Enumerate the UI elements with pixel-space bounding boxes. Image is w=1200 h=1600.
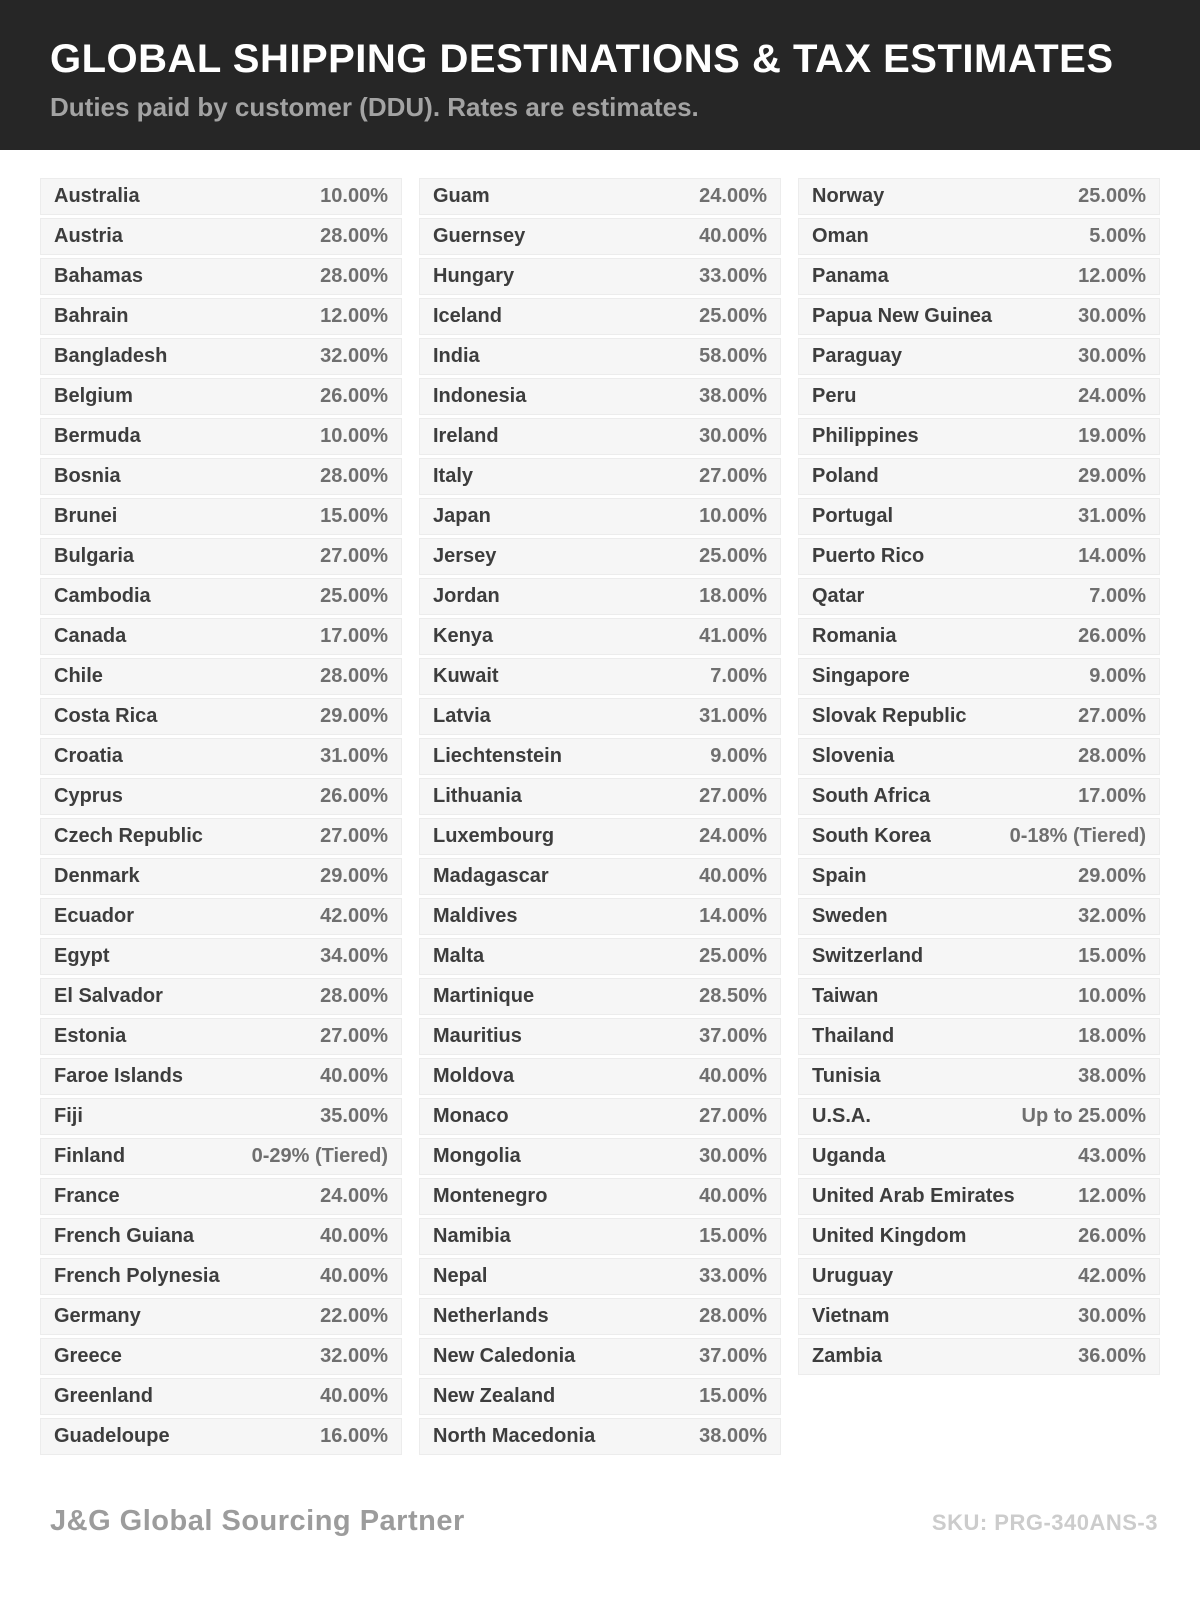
country-name: Greece [54,1345,122,1367]
country-name: Paraguay [812,345,903,367]
country-name: Uganda [812,1145,886,1167]
table-row [40,418,402,455]
table-row [40,378,402,415]
country-name: Slovak Republic [812,705,967,727]
tax-rate: 30.00% [1078,1305,1146,1327]
tax-rate: 26.00% [320,385,388,407]
country-name: Cyprus [54,785,123,807]
country-name: Kenya [433,625,494,647]
table-row [40,1058,402,1095]
country-name: Belgium [54,385,133,407]
country-name: Bosnia [54,465,121,487]
tax-rate: 40.00% [699,1185,767,1207]
tax-rate: 27.00% [1078,705,1146,727]
table-row [419,498,781,535]
country-name: Finland [54,1145,126,1167]
country-name: Faroe Islands [54,1065,183,1087]
table-row [798,1018,1160,1055]
table-row [40,258,402,295]
tax-rate: 28.00% [699,1305,767,1327]
country-name: Italy [433,465,474,487]
tax-rate: 40.00% [320,1225,388,1247]
table-row [798,1058,1160,1095]
country-name: Australia [54,185,140,207]
country-name: South Korea [812,825,931,847]
tax-rate: 14.00% [699,905,767,927]
tax-rate: 10.00% [1078,985,1146,1007]
country-name: Guadeloupe [54,1425,170,1447]
brand-name: J&G Global Sourcing Partner [50,1505,465,1537]
table-row [419,698,781,735]
table-row [40,298,402,335]
tax-rate: 33.00% [699,1265,767,1287]
tax-rate: 26.00% [1078,625,1146,647]
sku-label: SKU: PRG-340ANS-3 [931,1510,1158,1535]
table-row [40,1098,402,1135]
country-name: Thailand [812,1025,895,1047]
table-row [419,378,781,415]
table-row [40,938,402,975]
country-name: Bahamas [54,265,143,287]
table-row [798,898,1160,935]
tax-rate: 22.00% [320,1305,388,1327]
tax-rate: 40.00% [699,1065,767,1087]
table-row [419,418,781,455]
table-row [40,778,402,815]
table-row [40,338,402,375]
country-name: Kuwait [433,665,499,687]
country-name: North Macedonia [433,1425,596,1447]
tax-rate: 15.00% [699,1225,767,1247]
tax-rate: 12.00% [320,305,388,327]
country-name: Latvia [433,705,491,727]
tax-rate: 15.00% [1078,945,1146,967]
country-name: Romania [812,625,897,647]
country-name: Maldives [433,905,518,927]
tax-rate: 26.00% [1078,1225,1146,1247]
table-row [798,1178,1160,1215]
table-row [798,1298,1160,1335]
tax-rate: 10.00% [320,185,388,207]
table-row [419,1218,781,1255]
table-row [798,378,1160,415]
country-name: Ecuador [54,905,135,927]
tax-rate: Up to 25.00% [1021,1105,1146,1127]
country-name: French Guiana [54,1225,195,1247]
tax-rate: 29.00% [1078,865,1146,887]
table-row [40,1378,402,1415]
page-subtitle: Duties paid by customer (DDU). Rates are estimates. [50,92,699,122]
table-row [40,1218,402,1255]
country-name: Guernsey [433,225,526,247]
country-name: Croatia [54,745,123,767]
table-row [798,698,1160,735]
page-header [0,0,1200,150]
tax-rate: 14.00% [1078,545,1146,567]
tax-rate: 27.00% [699,1105,767,1127]
tax-rate: 27.00% [699,465,767,487]
country-name: Chile [54,665,103,687]
country-name: Lithuania [433,785,522,807]
country-name: Zambia [812,1345,883,1367]
tax-rate: 24.00% [699,185,767,207]
tax-rate: 25.00% [699,545,767,567]
tax-rate: 31.00% [699,705,767,727]
table-row [419,1258,781,1295]
country-name: Martinique [433,985,535,1007]
country-name: Iceland [433,305,502,327]
tax-rate: 28.00% [1078,745,1146,767]
tax-rate: 19.00% [1078,425,1146,447]
country-name: Luxembourg [433,825,555,847]
table-row [798,258,1160,295]
country-name: Tunisia [812,1065,881,1087]
country-name: Madagascar [433,865,549,887]
tax-rate: 31.00% [320,745,388,767]
tax-rate: 28.00% [320,665,388,687]
country-name: South Africa [812,785,931,807]
table-row [419,1138,781,1175]
tax-rate: 40.00% [699,865,767,887]
tax-rate: 24.00% [1078,385,1146,407]
tax-rate: 16.00% [320,1425,388,1447]
tax-rate: 18.00% [699,585,767,607]
country-name: Bahrain [54,305,129,327]
country-name: Sweden [812,905,888,927]
page-title: GLOBAL SHIPPING DESTINATIONS & TAX ESTIMATES [50,37,1114,81]
tax-rate: 28.50% [699,985,767,1007]
table-row [40,458,402,495]
tax-rate: 27.00% [699,785,767,807]
country-name: Vietnam [812,1305,890,1327]
tax-rate: 36.00% [1078,1345,1146,1367]
tax-rate: 30.00% [1078,305,1146,327]
country-name: Switzerland [812,945,924,967]
country-name: Namibia [433,1225,511,1247]
table-row [798,978,1160,1015]
tax-rate: 28.00% [320,465,388,487]
tax-rate: 10.00% [320,425,388,447]
rates-column-2 [419,178,781,1458]
rates-table [40,178,1160,1458]
country-name: Singapore [812,665,910,687]
country-name: Poland [812,465,879,487]
table-row [798,178,1160,215]
tax-rate: 0-18% (Tiered) [1009,825,1146,847]
tax-rate: 37.00% [699,1025,767,1047]
tax-rate: 15.00% [699,1385,767,1407]
table-row [419,578,781,615]
tax-rate: 25.00% [699,945,767,967]
country-name: United Kingdom [812,1225,967,1247]
country-name: Indonesia [433,385,527,407]
tax-rate: 10.00% [699,505,767,527]
tax-rate: 42.00% [320,905,388,927]
country-name: Puerto Rico [812,545,925,567]
country-name: Ireland [433,425,499,447]
tax-rate: 29.00% [320,865,388,887]
table-row [419,218,781,255]
country-name: French Polynesia [54,1265,220,1287]
tax-rate: 24.00% [699,825,767,847]
table-row [798,1258,1160,1295]
page-footer [50,1505,1158,1538]
table-row [798,298,1160,335]
table-row [40,818,402,855]
table-row [798,818,1160,855]
tax-rate: 43.00% [1078,1145,1146,1167]
country-name: Bulgaria [54,545,135,567]
country-name: Cambodia [54,585,151,607]
table-row [40,658,402,695]
tax-rate: 25.00% [699,305,767,327]
tax-rate: 26.00% [320,785,388,807]
country-name: Papua New Guinea [812,305,993,327]
country-name: Bangladesh [54,345,168,367]
tax-rate: 7.00% [1089,585,1146,607]
table-row [419,858,781,895]
table-row [419,1298,781,1335]
rates-column-3 [798,178,1160,1458]
country-name: New Caledonia [433,1345,576,1367]
table-row [40,1298,402,1335]
tax-rate: 9.00% [1089,665,1146,687]
country-name: Japan [433,505,491,527]
table-row [40,858,402,895]
country-name: Jordan [433,585,500,607]
table-row [798,418,1160,455]
tax-rate: 5.00% [1089,225,1146,247]
tax-rate: 28.00% [320,225,388,247]
country-name: Panama [812,265,889,287]
tax-rate: 27.00% [320,825,388,847]
tax-rate: 15.00% [320,505,388,527]
tax-rate: 38.00% [1078,1065,1146,1087]
tax-rate: 18.00% [1078,1025,1146,1047]
table-row [798,738,1160,775]
tax-rate: 33.00% [699,265,767,287]
country-name: India [433,345,480,367]
table-row [419,738,781,775]
table-row [798,1338,1160,1375]
table-row [798,498,1160,535]
table-row [419,898,781,935]
tax-rate: 17.00% [320,625,388,647]
country-name: Taiwan [812,985,879,1007]
tax-rate: 35.00% [320,1105,388,1127]
country-name: Portugal [812,505,894,527]
table-row [419,1418,781,1455]
tax-rate: 31.00% [1078,505,1146,527]
table-row [40,498,402,535]
country-name: France [54,1185,120,1207]
country-name: U.S.A. [812,1105,871,1127]
tax-rate: 25.00% [320,585,388,607]
country-name: Nepal [433,1265,488,1287]
rates-column-1 [40,178,402,1458]
table-row [40,1258,402,1295]
table-row [40,978,402,1015]
tax-rate: 34.00% [320,945,388,967]
table-row [40,1178,402,1215]
country-name: Jersey [433,545,497,567]
tax-rate: 0-29% (Tiered) [251,1145,388,1167]
table-row [40,1338,402,1375]
tax-rate: 40.00% [320,1065,388,1087]
country-name: Philippines [812,425,919,447]
table-row [798,1138,1160,1175]
country-name: Liechtenstein [433,745,562,767]
tax-rate: 30.00% [699,425,767,447]
country-name: Canada [54,625,127,647]
table-row [40,618,402,655]
table-row [419,1338,781,1375]
table-row [419,1178,781,1215]
tax-rate: 27.00% [320,1025,388,1047]
table-row [419,538,781,575]
tax-rate: 30.00% [1078,345,1146,367]
tax-rate: 32.00% [320,345,388,367]
country-name: Mauritius [433,1025,522,1047]
table-row [419,978,781,1015]
country-name: Egypt [54,945,110,967]
country-name: Slovenia [812,745,895,767]
tax-rate: 40.00% [320,1385,388,1407]
tax-rate: 28.00% [320,265,388,287]
table-row [798,618,1160,655]
table-row [40,898,402,935]
country-name: Fiji [54,1105,83,1127]
table-row [40,738,402,775]
table-row [40,698,402,735]
country-name: Qatar [812,585,865,607]
table-row [419,258,781,295]
country-name: Monaco [433,1105,509,1127]
tax-rate: 41.00% [699,625,767,647]
table-row [798,1098,1160,1135]
tax-rate: 30.00% [699,1145,767,1167]
table-row [798,658,1160,695]
table-row [419,178,781,215]
country-name: Czech Republic [54,825,203,847]
country-name: Netherlands [433,1305,549,1327]
tax-rate: 24.00% [320,1185,388,1207]
tax-rate: 32.00% [320,1345,388,1367]
table-row [419,1378,781,1415]
country-name: Uruguay [812,1265,894,1287]
tax-rate: 40.00% [320,1265,388,1287]
country-name: Estonia [54,1025,127,1047]
table-row [798,578,1160,615]
table-row [798,458,1160,495]
tax-rate: 42.00% [1078,1265,1146,1287]
tax-rate: 7.00% [710,665,767,687]
tax-rate: 12.00% [1078,1185,1146,1207]
table-row [419,1018,781,1055]
tax-rate: 29.00% [1078,465,1146,487]
table-row [419,778,781,815]
tax-rate: 25.00% [1078,185,1146,207]
table-row [798,938,1160,975]
table-row [419,1098,781,1135]
tax-rate: 12.00% [1078,265,1146,287]
table-row [798,338,1160,375]
table-row [419,818,781,855]
country-name: Montenegro [433,1185,548,1207]
country-name: Moldova [433,1065,515,1087]
country-name: Mongolia [433,1145,521,1167]
table-row [419,298,781,335]
country-name: Denmark [54,865,140,887]
tax-rate: 17.00% [1078,785,1146,807]
country-name: El Salvador [54,985,163,1007]
table-row [798,1218,1160,1255]
table-row [419,618,781,655]
country-name: Malta [433,945,485,967]
table-row [798,858,1160,895]
table-row [40,578,402,615]
tax-rate: 38.00% [699,1425,767,1447]
table-row [40,1018,402,1055]
country-name: Germany [54,1305,141,1327]
country-name: Norway [812,185,885,207]
tax-rate: 32.00% [1078,905,1146,927]
table-row [798,218,1160,255]
country-name: Hungary [433,265,515,287]
tax-rate: 9.00% [710,745,767,767]
tax-rate: 28.00% [320,985,388,1007]
table-row [419,1058,781,1095]
country-name: Greenland [54,1385,153,1407]
country-name: Spain [812,865,867,887]
country-name: Oman [812,225,869,247]
table-row [798,538,1160,575]
country-name: Guam [433,185,490,207]
table-row [419,658,781,695]
tax-rate: 37.00% [699,1345,767,1367]
tax-rate: 38.00% [699,385,767,407]
country-name: Costa Rica [54,705,158,727]
table-row [40,218,402,255]
tax-rate: 29.00% [320,705,388,727]
table-row [40,538,402,575]
country-name: Peru [812,385,857,407]
table-row [798,778,1160,815]
table-row [40,178,402,215]
tax-rate: 40.00% [699,225,767,247]
table-row [40,1138,402,1175]
country-name: New Zealand [433,1385,556,1407]
tax-rate: 27.00% [320,545,388,567]
table-row [419,938,781,975]
table-row [419,338,781,375]
table-row [419,458,781,495]
country-name: Brunei [54,505,118,527]
country-name: Bermuda [54,425,141,447]
tax-rate: 58.00% [699,345,767,367]
country-name: United Arab Emirates [812,1185,1015,1207]
country-name: Austria [54,225,123,247]
table-row [40,1418,402,1455]
